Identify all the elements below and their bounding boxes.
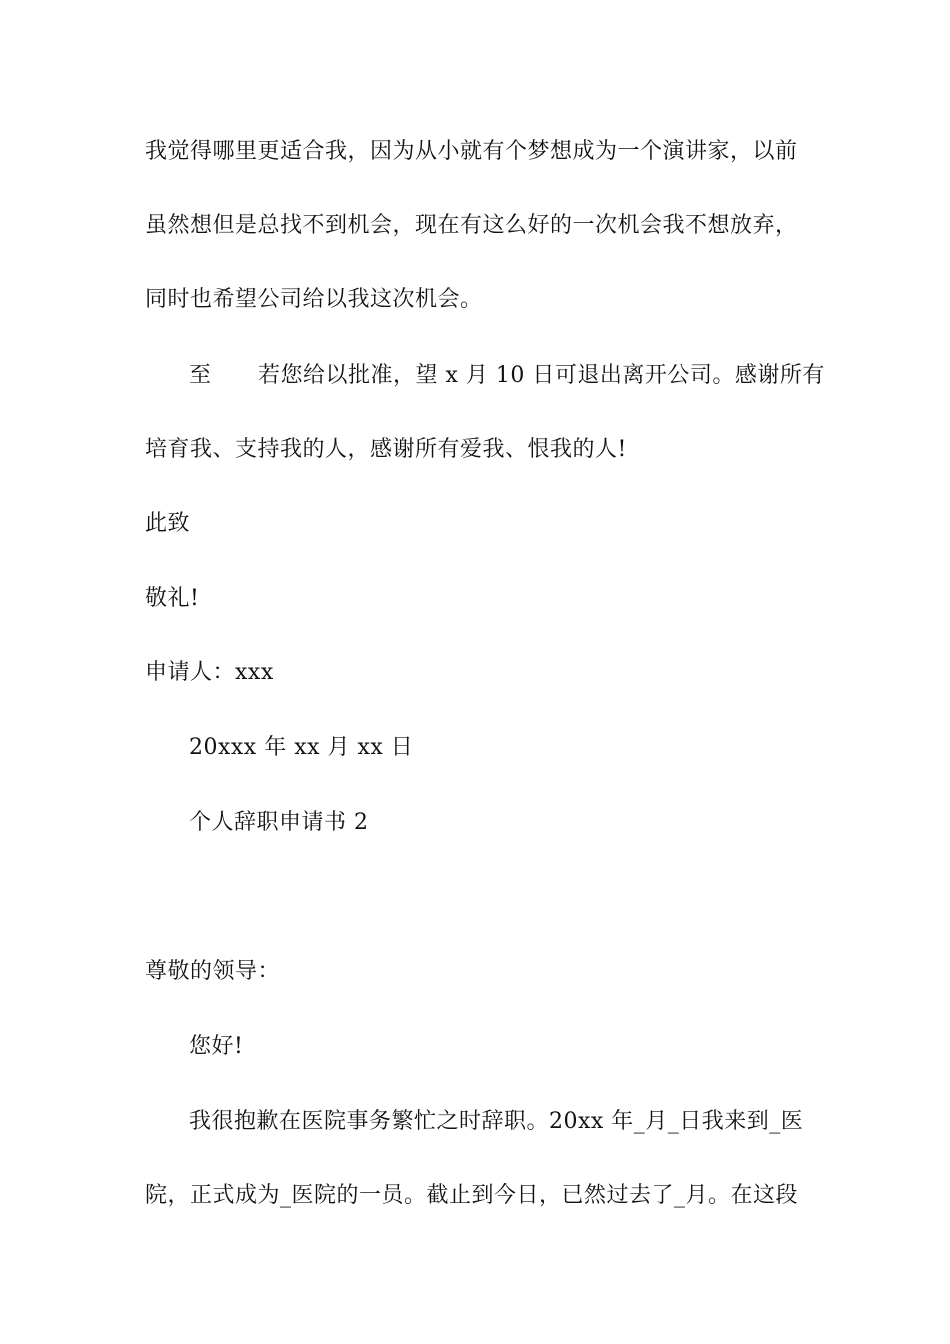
signature-date: 20xxx 年 xx 月 xx 日 xyxy=(189,735,414,760)
paragraph-line: 院，正式成为_医院的一员。截止到今日，已然过去了_月。在这段 xyxy=(145,1183,799,1208)
letter-greeting: 尊敬的领导： xyxy=(145,959,281,984)
applicant-signature: 申请人：xxx xyxy=(145,660,274,685)
paragraph-line: 我觉得哪里更适合我，因为从小就有个梦想成为一个演讲家，以前 xyxy=(145,139,798,164)
paragraph-line: 虽然想但是总找不到机会，现在有这么好的一次机会我不想放弃， xyxy=(145,213,798,238)
letter-opening: 您好! xyxy=(189,1034,244,1059)
paragraph-prefix: 至 xyxy=(189,363,212,388)
paragraph-line: 若您给以批准，望 x 月 10 日可退出离开公司。感谢所有 xyxy=(258,363,825,388)
closing-salutation: 此致 xyxy=(145,511,191,536)
paragraph-line: 同时也希望公司给以我这次机会。 xyxy=(145,287,483,312)
paragraph-line: 我很抱歉在医院事务繁忙之时辞职。20xx 年_月_日我来到_医 xyxy=(189,1109,804,1134)
closing-regards: 敬礼! xyxy=(145,586,200,611)
paragraph-line: 培育我、支持我的人，感谢所有爱我、恨我的人! xyxy=(145,437,627,462)
section-title: 个人辞职申请书 2 xyxy=(189,810,369,835)
